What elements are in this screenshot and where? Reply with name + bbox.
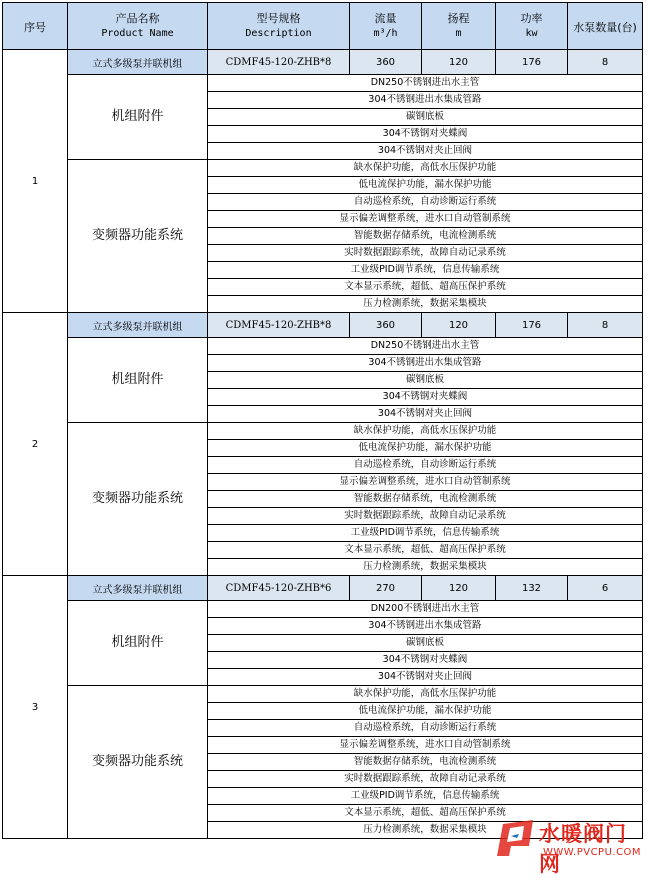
unit-power: 132 <box>496 576 568 601</box>
accessory-item: 碳钢底板 <box>208 109 643 126</box>
unit-head: 120 <box>422 313 496 338</box>
header-flow-cn: 流量 <box>374 12 397 25</box>
group-label-accessories: 机组附件 <box>68 75 208 160</box>
vfd-feature-item: 智能数据存储系统，电流检测系统 <box>208 754 643 771</box>
accessory-item: DN250不锈钢进出水主管 <box>208 338 643 355</box>
accessory-item: 碳钢底板 <box>208 372 643 389</box>
header-head-cn: 扬程 <box>447 12 470 25</box>
watermark-title: 水暖阀门网 <box>539 822 627 876</box>
vfd-feature-item: 低电流保护功能，漏水保护功能 <box>208 177 643 194</box>
header-power-unit: kw <box>525 28 538 39</box>
vfd-row <box>3 160 643 177</box>
unit-seq: 1 <box>3 50 68 313</box>
header-model-cn: 型号规格 <box>256 12 301 25</box>
vfd-feature-item: 低电流保护功能，漏水保护功能 <box>208 440 643 457</box>
table-body <box>3 50 643 839</box>
vfd-feature-item: 实时数据跟踪系统，故障自动记录系统 <box>208 508 643 525</box>
watermark-url: WWW.PVCPU.COM <box>543 847 642 858</box>
pvc-logo-icon <box>493 816 539 862</box>
unit-main-row <box>3 50 643 75</box>
accessory-item: 304不锈钢进出水集成管路 <box>208 92 643 109</box>
vfd-feature-item: 工业级PID调节系统，信息传输系统 <box>208 788 643 805</box>
group-label-vfd: 变频器功能系统 <box>68 423 208 576</box>
group-label-vfd: 变频器功能系统 <box>68 160 208 313</box>
vfd-feature-item: 缺水保护功能，高低水压保护功能 <box>208 423 643 440</box>
unit-seq: 2 <box>3 313 68 576</box>
unit-main-row <box>3 313 643 338</box>
accessory-item: 304不锈钢对夹蝶阀 <box>208 389 643 406</box>
header-head-unit: m <box>455 28 462 39</box>
unit-model: CDMF45-120-ZHB*6 <box>208 576 350 601</box>
vfd-feature-item: 实时数据跟踪系统，故障自动记录系统 <box>208 245 643 262</box>
unit-model: CDMF45-120-ZHB*8 <box>208 50 350 75</box>
accessory-item: DN250不锈钢进出水主管 <box>208 75 643 92</box>
accessory-item: DN200不锈钢进出水主管 <box>208 601 643 618</box>
header-power <box>496 3 568 50</box>
vfd-feature-item: 自动巡检系统，自动诊断运行系统 <box>208 194 643 211</box>
vfd-feature-item: 显示偏差调整系统，进水口自动管制系统 <box>208 737 643 754</box>
vfd-feature-item: 工业级PID调节系统，信息传输系统 <box>208 262 643 279</box>
header-flow-unit: m³/h <box>373 28 398 39</box>
vfd-feature-item: 文本显示系统，超低、超高压保护系统 <box>208 805 643 822</box>
header-row <box>3 3 643 50</box>
header-product <box>68 3 208 50</box>
unit-pump-count: 8 <box>568 50 643 75</box>
header-product-cn: 产品名称 <box>115 12 160 25</box>
accessory-item: 碳钢底板 <box>208 635 643 652</box>
watermark <box>493 812 645 876</box>
unit-head: 120 <box>422 50 496 75</box>
unit-power: 176 <box>496 50 568 75</box>
vfd-feature-item: 压力检测系统，数据采集模块 <box>208 822 643 839</box>
header-pump-count: 水泵数量(台) <box>568 3 643 50</box>
accessory-row <box>3 75 643 92</box>
header-power-cn: 功率 <box>520 12 543 25</box>
vfd-feature-item: 工业级PID调节系统，信息传输系统 <box>208 525 643 542</box>
unit-head: 120 <box>422 576 496 601</box>
accessory-item: 304不锈钢进出水集成管路 <box>208 618 643 635</box>
header-product-en: Product Name <box>101 28 174 39</box>
unit-product-name: 立式多级泵并联机组 <box>68 576 208 601</box>
accessory-row <box>3 338 643 355</box>
unit-product-name: 立式多级泵并联机组 <box>68 313 208 338</box>
vfd-feature-item: 显示偏差调整系统，进水口自动管制系统 <box>208 474 643 491</box>
accessory-item: 304不锈钢对夹蝶阀 <box>208 652 643 669</box>
vfd-feature-item: 缺水保护功能，高低水压保护功能 <box>208 686 643 703</box>
unit-flow: 360 <box>350 313 422 338</box>
header-seq: 序号 <box>3 3 68 50</box>
accessory-item: 304不锈钢对夹止回阀 <box>208 669 643 686</box>
unit-flow: 360 <box>350 50 422 75</box>
header-model-en: Description <box>245 28 312 39</box>
vfd-feature-item: 智能数据存储系统，电流检测系统 <box>208 491 643 508</box>
header-head <box>422 3 496 50</box>
vfd-feature-item: 压力检测系统，数据采集模块 <box>208 296 643 313</box>
vfd-feature-item: 智能数据存储系统，电流检测系统 <box>208 228 643 245</box>
vfd-feature-item: 文本显示系统，超低、超高压保护系统 <box>208 279 643 296</box>
vfd-feature-item: 自动巡检系统，自动诊断运行系统 <box>208 457 643 474</box>
unit-seq: 3 <box>3 576 68 839</box>
vfd-feature-item: 文本显示系统，超低、超高压保护系统 <box>208 542 643 559</box>
group-label-accessories: 机组附件 <box>68 338 208 423</box>
unit-pump-count: 8 <box>568 313 643 338</box>
unit-model: CDMF45-120-ZHB*8 <box>208 313 350 338</box>
accessory-item: 304不锈钢对夹蝶阀 <box>208 126 643 143</box>
unit-power: 176 <box>496 313 568 338</box>
accessory-item: 304不锈钢对夹止回阀 <box>208 143 643 160</box>
vfd-feature-item: 缺水保护功能，高低水压保护功能 <box>208 160 643 177</box>
header-model <box>208 3 350 50</box>
vfd-feature-item: 低电流保护功能，漏水保护功能 <box>208 703 643 720</box>
vfd-feature-item: 自动巡检系统，自动诊断运行系统 <box>208 720 643 737</box>
unit-pump-count: 6 <box>568 576 643 601</box>
vfd-row <box>3 423 643 440</box>
vfd-row <box>3 686 643 703</box>
header-flow <box>350 3 422 50</box>
accessory-item: 304不锈钢进出水集成管路 <box>208 355 643 372</box>
vfd-feature-item: 实时数据跟踪系统，故障自动记录系统 <box>208 771 643 788</box>
accessory-row <box>3 601 643 618</box>
unit-main-row <box>3 576 643 601</box>
product-spec-table <box>2 2 643 839</box>
vfd-feature-item: 显示偏差调整系统，进水口自动管制系统 <box>208 211 643 228</box>
vfd-feature-item: 压力检测系统，数据采集模块 <box>208 559 643 576</box>
group-label-vfd: 变频器功能系统 <box>68 686 208 839</box>
unit-product-name: 立式多级泵并联机组 <box>68 50 208 75</box>
group-label-accessories: 机组附件 <box>68 601 208 686</box>
accessory-item: 304不锈钢对夹止回阀 <box>208 406 643 423</box>
unit-flow: 270 <box>350 576 422 601</box>
